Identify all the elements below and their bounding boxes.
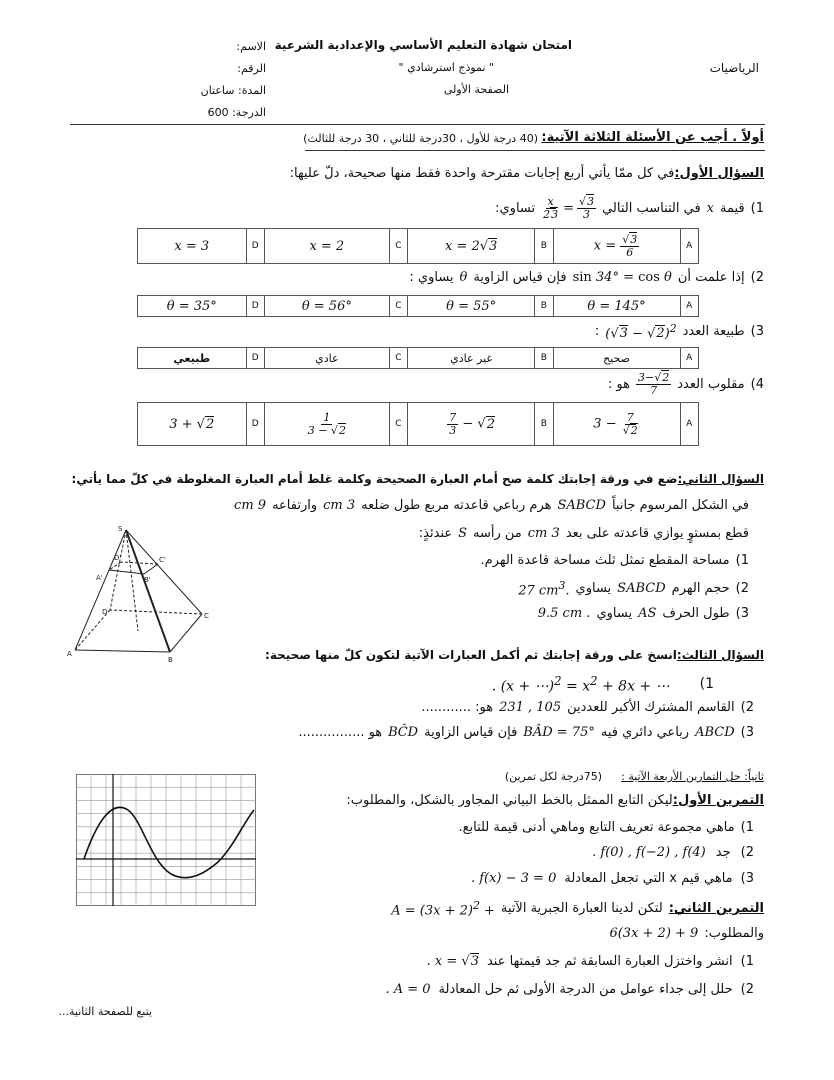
pyramid-edge-sb bbox=[126, 530, 170, 652]
q1-item-3-letter-b: B bbox=[535, 348, 553, 369]
q1-item-3-option-b[interactable]: غير عادي bbox=[408, 348, 535, 369]
q1-item-3-option-a[interactable]: صحيح bbox=[553, 348, 680, 369]
ex1-label: التمرين الأول: bbox=[672, 793, 764, 808]
section-edge-ab bbox=[109, 570, 144, 574]
q1-item-4-letter-c: C bbox=[389, 403, 407, 446]
q3-item-3-angle-bcd: BĈD bbox=[388, 725, 419, 740]
q2-cut-distance: 3 cm bbox=[527, 526, 560, 541]
q2-intro-2a: قطع بمستوٍ يوازي قاعدته على بعد bbox=[565, 526, 749, 541]
q1-item-4 bbox=[608, 372, 764, 396]
q1-item-4-text-a: مقلوب العدد bbox=[677, 376, 745, 392]
q1-item-2-number: 2) bbox=[750, 270, 764, 285]
q3-item-2-numbers: 231 , 105 bbox=[499, 700, 562, 715]
pyramid-figure bbox=[66, 522, 212, 664]
q3-item-1-number: 1) bbox=[699, 676, 714, 693]
q1-item-1-proportion: $\frac{x}{23}$ = $\frac{√3}{3}$ bbox=[543, 195, 595, 221]
ex2-item-1-text: انشر واختزل العبارة السابقة ثم جد قيمتها عند bbox=[486, 954, 733, 969]
q1-item-1-letter-b: B bbox=[535, 229, 553, 264]
pyramid-edge-sc bbox=[126, 530, 202, 614]
q2-item-2-text-a: حجم الهرم bbox=[671, 581, 730, 597]
ex1-item-3-text-a: ماهي قيم x التي تجعل المعادلة bbox=[564, 871, 733, 886]
q3-item-3 bbox=[298, 725, 754, 740]
q3-item-2 bbox=[421, 700, 754, 715]
q1-item-3-letter-d: D bbox=[246, 348, 264, 369]
page-number-label: الصفحة الأولى bbox=[443, 83, 509, 96]
q1-item-1 bbox=[495, 196, 764, 220]
q1-item-1-text-c: تساوي: bbox=[495, 200, 536, 216]
q1-item-3-text-c: : bbox=[594, 324, 600, 340]
ex2-expression-b: 6(3x + 2) + 9 bbox=[609, 926, 699, 941]
ex1-item-3 bbox=[471, 871, 754, 886]
q1-item-4-letter-b: B bbox=[535, 403, 553, 446]
q1-item-3-letter-c: C bbox=[389, 348, 407, 369]
footer-continue: يتبع للصفحة الثانية... bbox=[58, 1005, 152, 1018]
q1-item-4-number: 4) bbox=[750, 376, 764, 392]
q1-item-1-letter-a: A bbox=[680, 229, 699, 264]
q2-text: ضع في ورقة إجابتك كلمة صح أمام العبارة الصحيحة وكلمة غلط أمام العبارة المغلوطة في كلّ مما يأتي: bbox=[71, 472, 678, 486]
pyramid-base-bc bbox=[170, 614, 202, 652]
q1-item-3-option-c[interactable]: عادي bbox=[264, 348, 389, 369]
vertex-c-prime-label: C' bbox=[159, 556, 166, 564]
exam-model: " نموذج استرشادي " bbox=[398, 61, 494, 74]
exam-title: امتحان شهادة التعليم الأساسي والإعدادية الشرعية bbox=[274, 38, 572, 52]
q1-item-1-options bbox=[137, 228, 699, 264]
q3-item-3-number: 3) bbox=[740, 725, 754, 740]
q2-item-3-value: 9.5 cm . bbox=[537, 606, 591, 621]
grade-label: الدرجة: 600 bbox=[207, 106, 266, 119]
q3-text: انسخ على ورقة إجابتك ثم أكمل العبارات الآتية لتكون كلّ منها صحيحة: bbox=[265, 648, 677, 662]
part1-title: أولاً . أجب عن الأسئلة الثلاثة الآتية: bbox=[541, 130, 764, 145]
ex2-item-2-text: حلل إلى جداء عوامل من الدرجة الأولى ثم حل المعادلة bbox=[438, 982, 733, 997]
q1-item-4-option-c[interactable]: $\frac{1}{3 - √2}$ bbox=[264, 403, 389, 446]
q3-item-3-text-c: هو ................ bbox=[298, 725, 383, 740]
q2-vertex-s: S bbox=[458, 526, 468, 541]
section-edge-bc bbox=[144, 564, 158, 574]
q1-item-4-option-d[interactable]: 3 + √2 bbox=[138, 403, 247, 446]
part2-points: (75درجة لكل تمرين) bbox=[504, 770, 602, 783]
q1-item-2-letter-b: B bbox=[535, 296, 553, 317]
q2-intro-1a: في الشكل المرسوم جانباً bbox=[611, 498, 749, 513]
q3-item-1 bbox=[492, 674, 714, 695]
q3-item-3-angle-bad: BÂD = 75° bbox=[523, 725, 595, 740]
ex1-item-1-number: 1) bbox=[740, 820, 754, 835]
pyramid-base-ab bbox=[75, 650, 170, 652]
ex1-header bbox=[346, 793, 764, 808]
q2-side-length: 3 cm bbox=[323, 498, 356, 513]
q1-item-4-options bbox=[137, 402, 699, 446]
name-label: الاسم: bbox=[236, 40, 266, 53]
q2-intro-1b: هرم رباعي قاعدته مربع طول ضلعه bbox=[361, 498, 552, 513]
q2-intro-2c: عندئذٍ: bbox=[418, 526, 453, 541]
student-number-label: الرقم: bbox=[237, 62, 266, 75]
ex1-item-2-values: . f(0) , f(−2) , f(4) bbox=[592, 845, 706, 860]
graph-grid bbox=[76, 774, 256, 906]
q1-item-2 bbox=[409, 270, 764, 285]
q2-height: 9 cm bbox=[234, 498, 267, 513]
q3-item-2-number: 2) bbox=[740, 700, 754, 715]
ex1-item-2-text: جد bbox=[715, 845, 731, 860]
q3-item-3-text-b: فإن قياس الزاوية bbox=[424, 725, 518, 740]
q1-item-1-number: 1) bbox=[750, 200, 764, 216]
q2-header bbox=[64, 472, 764, 486]
q1-item-2-options bbox=[137, 295, 699, 317]
q1-item-1-var: x bbox=[706, 200, 715, 216]
header-divider bbox=[70, 124, 765, 125]
ex1-text: ليكن التابع الممثل بالخط البياني المجاور بالشكل، والمطلوب: bbox=[346, 793, 673, 808]
q1-item-3 bbox=[595, 322, 764, 341]
vertex-d-label: D bbox=[102, 608, 108, 616]
q2-item-1 bbox=[480, 553, 749, 568]
q2-item-2-value: 27 $cm^3$. bbox=[518, 579, 570, 599]
ex1-item-1-text: ماهي مجموعة تعريف التابع وماهي أدنى قيمة للتابع. bbox=[458, 820, 735, 835]
pyramid-base-da bbox=[75, 610, 110, 650]
ex2-item-1-value: . x = √3 bbox=[426, 954, 479, 969]
section-edge-cd bbox=[121, 562, 158, 564]
q2-intro-line-2 bbox=[419, 526, 749, 541]
q1-item-3-letter-a: A bbox=[680, 348, 699, 369]
q2-item-3 bbox=[538, 606, 749, 621]
ex2-header bbox=[391, 899, 764, 918]
ex2-item-2 bbox=[385, 982, 754, 997]
q2-item-2-pyramid: SABCD bbox=[617, 581, 666, 597]
q1-item-2-text-c: يساوي : bbox=[409, 270, 454, 285]
q2-intro-line-1 bbox=[234, 498, 749, 513]
ex2-text: لتكن لدينا العبارة الجبرية الآتية bbox=[500, 901, 663, 917]
q1-item-1-option-b[interactable]: x = 2√3 bbox=[408, 229, 535, 264]
q1-label: السؤال الأول: bbox=[674, 166, 764, 181]
q1-item-3-text-a: طبيعة العدد bbox=[682, 324, 745, 340]
ex1-item-3-number: 3) bbox=[740, 871, 754, 886]
q3-item-2-text-a: القاسم المشترك الأكبر للعددين bbox=[567, 700, 735, 715]
q3-label: السؤال الثالث: bbox=[676, 648, 764, 662]
vertex-a-prime-label: A' bbox=[96, 574, 103, 582]
q2-intro-2b: من رأسه bbox=[473, 526, 522, 541]
vertex-b-label: B bbox=[168, 656, 173, 664]
ex1-item-2 bbox=[592, 845, 754, 860]
q2-label: السؤال الثاني: bbox=[677, 472, 764, 486]
vertex-b-prime-label: B' bbox=[144, 576, 151, 584]
pyramid-edge-sa bbox=[75, 530, 126, 650]
q1-item-2-option-c[interactable]: θ = 56° bbox=[264, 296, 389, 317]
q1-item-3-expression: $(√3 - √2)^2$ bbox=[605, 322, 677, 342]
duration-label: المدة: ساعتان bbox=[200, 84, 266, 97]
q2-item-3-text-b: يساوي bbox=[596, 606, 633, 621]
q2-item-2 bbox=[518, 579, 749, 598]
q2-item-3-edge: AS bbox=[638, 606, 657, 621]
ex1-item-3-equation: . f(x) − 3 = 0 bbox=[470, 871, 557, 886]
q2-item-1-text: مساحة المقطع تمثل ثلث مساحة قاعدة الهرم. bbox=[480, 553, 730, 568]
q1-item-4-option-a[interactable]: 3 − $\frac{7}{√2}$ bbox=[553, 403, 680, 446]
q1-item-2-letter-c: C bbox=[389, 296, 407, 317]
ex2-expression-a: $A = (3x + 2)^2$ + bbox=[391, 899, 495, 919]
vertex-s-label: S bbox=[118, 525, 123, 533]
vertex-a-label: A bbox=[67, 650, 72, 658]
q2-pyramid-name: SABCD bbox=[557, 498, 606, 513]
q1-item-2-text-a: إذا علمت أن bbox=[677, 270, 745, 285]
q3-item-3-quad: ABCD bbox=[695, 725, 735, 740]
ex1-item-2-number: 2) bbox=[740, 845, 754, 860]
subject-label: الرياضيات bbox=[709, 61, 759, 75]
ex1-item-1 bbox=[458, 820, 754, 835]
q1-item-4-option-b[interactable]: $\frac{7}{3}$ − √2 bbox=[408, 403, 535, 446]
q1-item-3-number: 3) bbox=[750, 324, 764, 340]
q1-item-1-letter-d: D bbox=[246, 229, 264, 264]
q1-item-3-option-d[interactable]: طبيعي bbox=[138, 348, 247, 369]
q1-item-2-text-b: فإن قياس الزاوية bbox=[473, 270, 567, 285]
q1-item-1-option-a[interactable]: x = $\frac{√3}{6}$ bbox=[553, 229, 680, 264]
q2-item-3-number: 3) bbox=[735, 606, 749, 621]
q2-item-2-number: 2) bbox=[735, 581, 749, 597]
graph-curve bbox=[84, 807, 254, 877]
q1-item-4-text-c: هو : bbox=[607, 376, 631, 392]
part1-points: (40 درجة للأول ، 30درجة للثاني ، 30 درجة للثالث) bbox=[303, 132, 538, 145]
function-graph bbox=[76, 774, 260, 910]
ex2-item-2-equation: . A = 0 bbox=[385, 982, 431, 997]
q3-item-2-text-b: هو: ............ bbox=[421, 700, 494, 715]
ex2-label: التمرين الثاني: bbox=[668, 901, 764, 917]
q1-item-2-option-a[interactable]: θ = 145° bbox=[553, 296, 680, 317]
q1-item-2-letter-a: A bbox=[680, 296, 699, 317]
q2-item-1-number: 1) bbox=[735, 553, 749, 568]
vertex-c-label: C bbox=[204, 612, 209, 620]
q1-item-2-option-d[interactable]: θ = 35° bbox=[138, 296, 247, 317]
q1-item-2-option-b[interactable]: θ = 55° bbox=[408, 296, 535, 317]
q3-item-3-text-a: رباعي دائري فيه bbox=[600, 725, 690, 740]
q2-item-3-text-a: طول الحرف bbox=[662, 606, 730, 621]
vertex-d-prime-label: D' bbox=[114, 554, 122, 562]
ex2-item-1-number: 1) bbox=[740, 954, 754, 969]
q1-item-1-option-d[interactable]: x = 3 bbox=[138, 229, 247, 264]
ex2-text-end: والمطلوب: bbox=[704, 926, 764, 941]
ex2-header-cont bbox=[609, 926, 764, 941]
q1-item-1-text-b: في التناسب التالي bbox=[602, 200, 701, 216]
part1-underline bbox=[305, 150, 765, 151]
q3-header bbox=[265, 648, 764, 662]
q1-item-2-letter-d: D bbox=[246, 296, 264, 317]
q1-item-1-text-a: قيمة bbox=[720, 200, 745, 216]
q1-item-2-equation: sin 34° = cos θ bbox=[572, 270, 672, 285]
q1-item-3-options bbox=[137, 347, 699, 369]
ex2-item-2-number: 2) bbox=[740, 982, 754, 997]
q1-item-4-letter-d: D bbox=[246, 403, 264, 446]
q1-item-4-number-frac: $\frac{3-√2}{7}$ bbox=[638, 371, 670, 397]
q1-text: في كل ممّا يأتي أربع إجابات مقترحة واحدة فقط منها صحيحة، دلّ عليها: bbox=[289, 166, 675, 181]
q1-item-1-letter-c: C bbox=[389, 229, 407, 264]
q1-header bbox=[290, 166, 764, 181]
q3-item-1-equation: . (x + ⋯)$^2$ = $x^2 + 8x$ + ⋯ bbox=[491, 674, 670, 695]
q1-item-4-letter-a: A bbox=[680, 403, 699, 446]
q1-item-1-option-c[interactable]: x = 2 bbox=[264, 229, 389, 264]
q2-item-2-text-b: يساوي bbox=[575, 581, 612, 597]
q1-item-2-theta: θ bbox=[459, 270, 468, 285]
part2-title: ثانياً: حل التمارين الأربعة الآتية : bbox=[621, 770, 764, 783]
q2-intro-1c: وارتفاعه bbox=[272, 498, 318, 513]
ex2-item-1 bbox=[427, 954, 754, 969]
